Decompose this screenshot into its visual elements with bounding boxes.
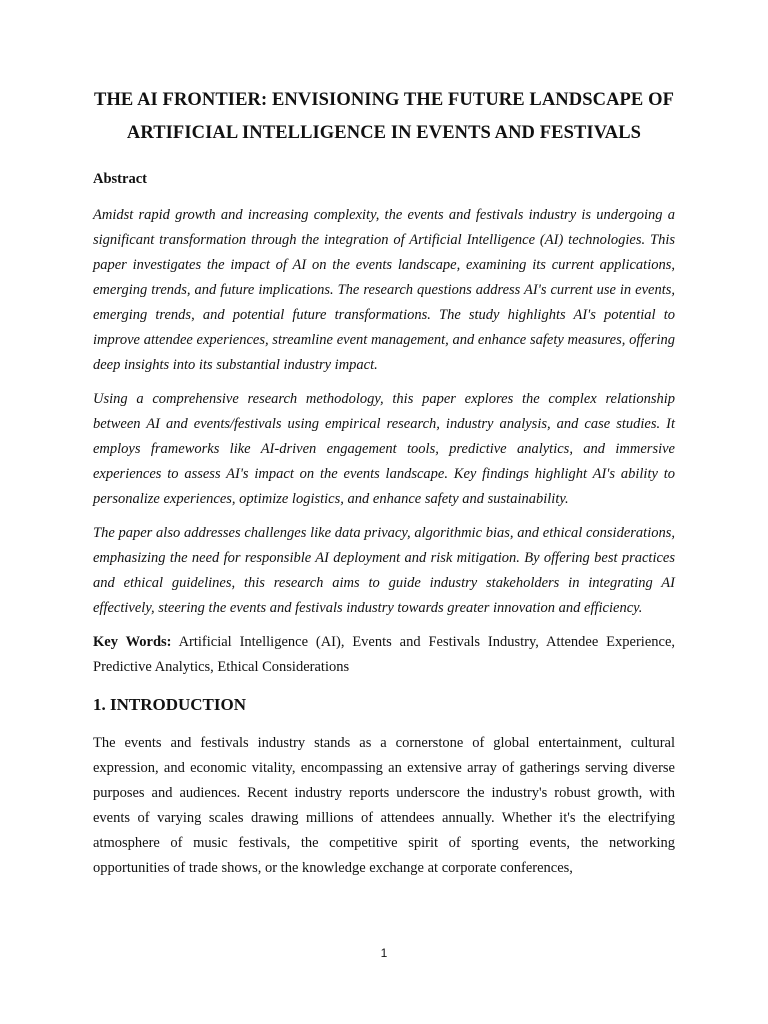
abstract-paragraph-1: Amidst rapid growth and increasing complexity, the events and festivals industry is undergoing a significant transformation through the integration of Artificial Intelligence (AI) technologies. This paper investigates the impact of AI on the events landscape, examining its current applications, emerging trends, and future implications. The research questions address AI's current use in events, emerging trends, and potential future transformations. The study highlights AI's potential to improve attendee experiences, streamline event management, and enhance safety measures, offering deep insights into its substantial industry impact. bbox=[93, 207, 675, 373]
keywords-line bbox=[93, 630, 675, 680]
keywords-label: Key Words: bbox=[93, 634, 172, 650]
page-number: 1 bbox=[380, 946, 388, 960]
paper-page bbox=[93, 84, 675, 881]
introduction-paragraph: The events and festivals industry stands as a cornerstone of global entertainment, cultural expression, and economic vitality, encompassing an extensive array of gatherings serving diverse purposes and audiences. Recent industry reports underscore the industry's robust growth, with events of varying scales drawing millions of attendees annually. Whether it's the electrifying atmosphere of music festivals, the competitive spirit of sporting events, the networking opportunities of trade shows, or the knowledge exchange at corporate conferences, bbox=[93, 735, 675, 876]
abstract-heading: Abstract bbox=[93, 171, 147, 187]
keywords-text: Artificial Intelligence (AI), Events and Festivals Industry, Attendee Experience, Predictive Analytics, Ethical Considerations bbox=[93, 634, 676, 675]
paper-title: THE AI FRONTIER: ENVISIONING THE FUTURE LANDSCAPE OF ARTIFICIAL INTELLIGENCE IN EVENTS AND FESTIVALS bbox=[94, 90, 674, 143]
abstract-paragraph-2: Using a comprehensive research methodology, this paper explores the complex relationship between AI and events/festivals using empirical research, industry analysis, and case studies. It employs frameworks like AI-driven engagement tools, predictive analytics, and immersive experiences to assess AI's impact on the events landscape. Key findings highlight AI's ability to personalize experiences, optimize logistics, and enhance safety and sustainability. bbox=[93, 391, 675, 507]
section-heading-introduction: 1. INTRODUCTION bbox=[93, 695, 247, 714]
abstract-paragraph-3: The paper also addresses challenges like data privacy, algorithmic bias, and ethical considerations, emphasizing the need for responsible AI deployment and risk mitigation. By offering best practices and ethical guidelines, this research aims to guide industry stakeholders in integrating AI effectively, steering the events and festivals industry towards greater innovation and efficiency. bbox=[93, 525, 675, 616]
